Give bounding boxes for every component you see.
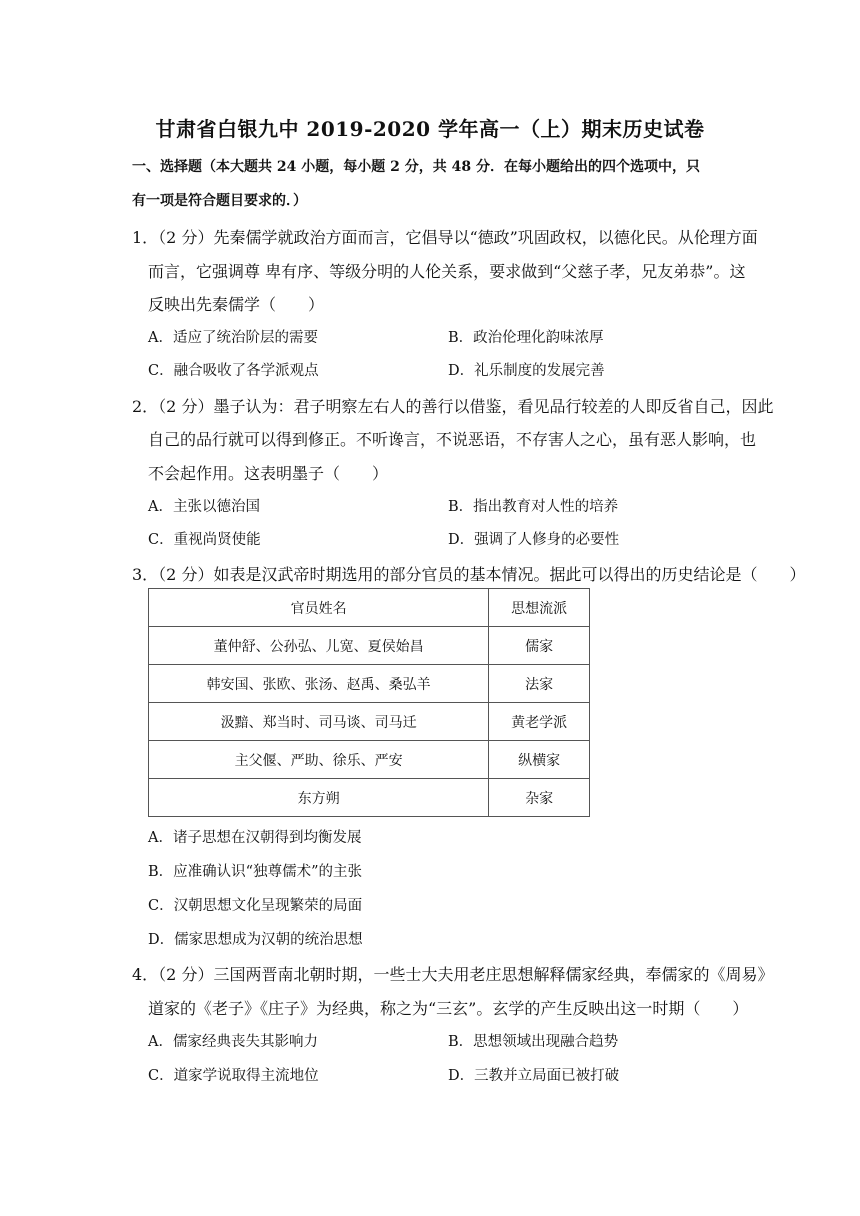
table-cell-school: 杂家 <box>489 779 590 817</box>
q1-option-a: A．适应了统治阶层的需要 <box>148 330 318 346</box>
table-cell-names: 董仲舒、公孙弘、儿宽、夏侯始昌 <box>149 627 489 665</box>
q2-stem-line3: 不会起作用。这表明墨子（ ） <box>148 464 389 483</box>
q1-stem-line2: 而言，它强调尊 卑有序、等级分明的人伦关系，要求做到“父慈子孝，兄友弟恭”。这 <box>148 262 746 281</box>
table-cell-school: 黄老学派 <box>489 703 590 741</box>
section-heading-line1: 一、选择题（本大题共 24 小题，每小题 2 分，共 48 分．在每小题给出的四个选项中，只 <box>132 159 700 175</box>
table-row <box>149 741 590 779</box>
section-heading-line2: 有一项是符合题目要求的．） <box>132 193 307 209</box>
q4-stem-line2: 道家的《老子》《庄子》为经典，称之为“三玄”。玄学的产生反映出这一时期（ ） <box>148 999 749 1018</box>
q3-stem-line1: 3．（2 分）如表是汉武帝时期选用的部分官员的基本情况。据此可以得出的历史结论是（ ） <box>132 565 806 584</box>
q3-option-c: C．汉朝思想文化呈现繁荣的局面 <box>148 898 363 914</box>
q2-option-c: C．重视尚贤使能 <box>148 532 261 548</box>
table-cell-school: 纵横家 <box>489 741 590 779</box>
exam-title: 甘肃省白银九中 2019-2020 学年高一（上）期末历史试卷 <box>155 117 705 141</box>
q4-option-c: C．道家学说取得主流地位 <box>148 1068 319 1084</box>
table-cell-names: 韩安国、张欧、张汤、赵禹、桑弘羊 <box>149 665 489 703</box>
q1-stem-line3: 反映出先秦儒学（ ） <box>148 295 325 314</box>
q2-stem-line1: 2．（2 分）墨子认为：君子明察左右人的善行以借鉴，看见品行较差的人即反省自己，因此 <box>132 397 774 416</box>
table-cell-names: 汲黯、郑当时、司马谈、司马迁 <box>149 703 489 741</box>
table-header-school: 思想流派 <box>489 589 590 627</box>
table-row <box>149 627 590 665</box>
q2-option-a: A．主张以德治国 <box>148 499 260 515</box>
table-row <box>149 779 590 817</box>
q4-option-b: B．思想领域出现融合趋势 <box>448 1034 619 1050</box>
officials-table <box>148 588 590 817</box>
section-heading <box>132 150 742 218</box>
q2-option-d: D．强调了人修身的必要性 <box>448 532 620 548</box>
q1-option-c: C．融合吸收了各学派观点 <box>148 363 319 379</box>
q2-option-b: B．指出教育对人性的培养 <box>448 499 619 515</box>
q3-option-d: D．儒家思想成为汉朝的统治思想 <box>148 932 363 948</box>
q4-stem-line1: 4．（2 分）三国两晋南北朝时期，一些士大夫用老庄思想解释儒家经典，奉儒家的《周易》 <box>132 965 774 984</box>
q4-option-a: A．儒家经典丧失其影响力 <box>148 1034 318 1050</box>
q1-option-b: B．政治伦理化韵味浓厚 <box>448 330 604 346</box>
table-cell-school: 儒家 <box>489 627 590 665</box>
table-row <box>149 703 590 741</box>
q1-stem-line1: 1．（2 分）先秦儒学就政治方面而言，它倡导以“德政”巩固政权，以德化民。从伦理方面 <box>132 228 758 247</box>
table-cell-names: 东方朔 <box>149 779 489 817</box>
table-header-row <box>149 589 590 627</box>
table-cell-school: 法家 <box>489 665 590 703</box>
q2-stem-line2: 自己的品行就可以得到修正。不听谗言，不说恶语，不存害人之心，虽有恶人影响，也 <box>148 430 757 449</box>
q3-option-a: A．诸子思想在汉朝得到均衡发展 <box>148 830 362 846</box>
table-cell-names: 主父偃、严助、徐乐、严安 <box>149 741 489 779</box>
q4-option-d: D．三教并立局面已被打破 <box>448 1068 620 1084</box>
q1-option-d: D．礼乐制度的发展完善 <box>448 363 605 379</box>
table-row <box>149 665 590 703</box>
table-header-name: 官员姓名 <box>149 589 489 627</box>
q3-option-b: B．应准确认识“独尊儒术”的主张 <box>148 864 362 880</box>
